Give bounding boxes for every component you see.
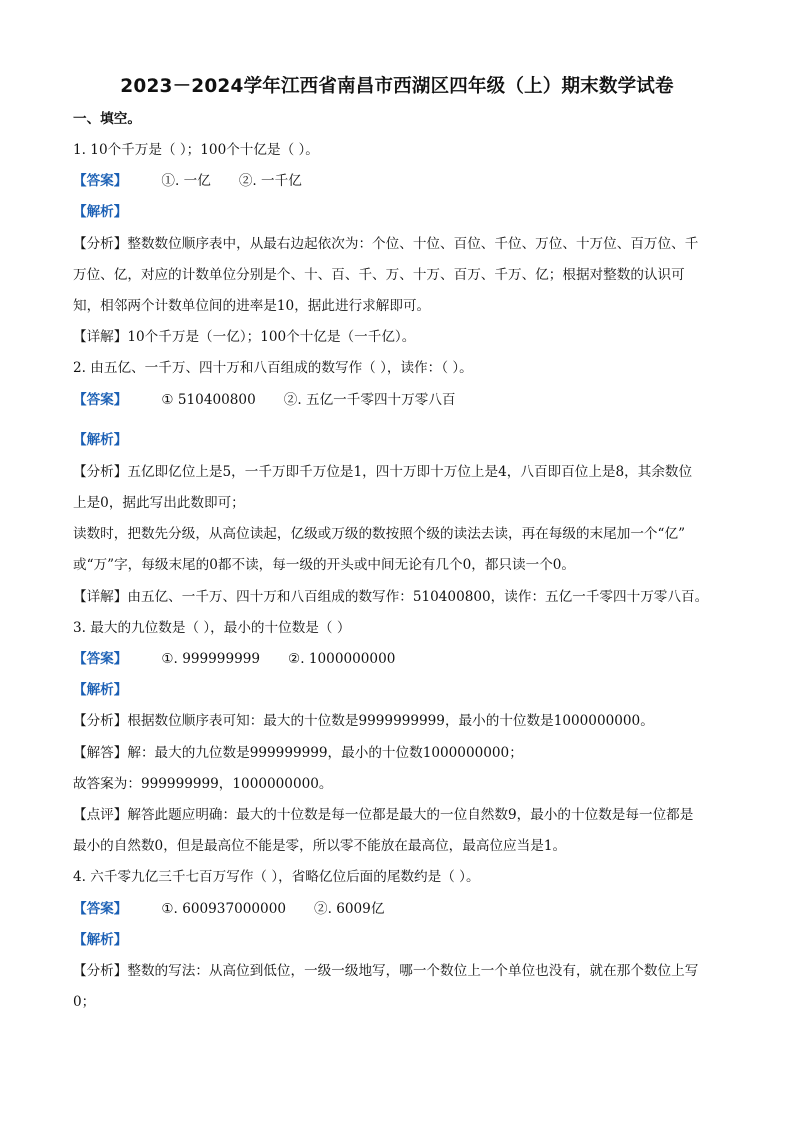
analysis-text: 整数数位顺序表中，从最右边起依次为：个位、十位、百位、千位、万位、十万位、百万位、千 <box>127 236 699 252</box>
answer-2-a: ① 510400800 <box>161 392 256 408</box>
analysis-4-line-2: 0； <box>73 994 96 1010</box>
analysis-1-line-1 <box>73 234 698 254</box>
analysis-2-line-2: 上是0，据此写出此数即可； <box>73 495 245 511</box>
analysis-1-line-2: 万位、亿，对应的计数单位分别是个、十、百、千、万、十万、百万、千万、亿；根据对整数的认识可 <box>73 267 685 283</box>
question-1: 1. 10个千万是（ ）；100个十亿是（ ）。 <box>73 142 319 158</box>
detail-text: 10个千万是（一亿）；100个十亿是（一千亿）。 <box>127 329 416 345</box>
answer-tag: 【答案】 <box>73 392 128 408</box>
detail-1 <box>73 327 415 347</box>
comment-3-line-1 <box>73 805 693 825</box>
analysis-4-line-1 <box>73 961 698 981</box>
analysis-text: 整数的写法：从高位到低位，一级一级地写，哪一个数位上一个单位也没有，就在那个数位上写 <box>127 963 699 979</box>
jiexi-label: 【解析】 <box>73 682 128 698</box>
solution-text: 解：最大的九位数是999999999，最小的十位数1000000000； <box>127 745 523 761</box>
solution-3 <box>73 743 523 763</box>
comment-text: 解答此题应明确：最大的十位数是每一位都是最大的一位自然数9，最小的十位数是每一位都是 <box>127 807 694 823</box>
detail-2 <box>73 587 708 607</box>
detail-text: 由五亿、一千万、四十万和八百组成的数写作：510400800，读作：五亿一千零四十万零八百。 <box>127 589 709 605</box>
answer-row-2 <box>73 390 456 410</box>
section-heading: 一、填空。 <box>73 111 141 127</box>
solution-tag: 【解答】 <box>73 745 128 761</box>
comment-3-line-2: 最小的自然数0，但是最高位不能是零，所以零不能放在最高位，最高位应当是1。 <box>73 838 567 854</box>
analysis-text: 五亿即亿位上是5，一千万即千万位是1，四十万即十万位上是4，八百即百位上是8，其余数位 <box>127 464 693 480</box>
reading-rule-line-1: 读数时，把数先分级，从高位读起，亿级或万级的数按照个级的读法去读，再在每级的末尾加一个“亿” <box>73 526 686 542</box>
answer-3-b: ②. 1000000000 <box>288 651 396 667</box>
question-2: 2. 由五亿、一千万、四十万和八百组成的数写作（ ），读作：（ ）。 <box>73 360 473 376</box>
answer-1-a: ①. 一亿 <box>161 173 211 189</box>
detail-tag: 【详解】 <box>73 589 128 605</box>
analysis-2-line-1 <box>73 462 692 482</box>
reading-rule-line-2: 或“万”字，每级末尾的0都不读，每一级的开头或中间无论有几个0，都只读一个0。 <box>73 557 576 573</box>
question-4: 4. 六千零九亿三千七百万写作（ ），省略亿位后面的尾数约是（ ）。 <box>73 869 480 885</box>
answer-3-a: ①. 999999999 <box>161 651 261 667</box>
answer-4-b: ②. 6009亿 <box>314 901 385 917</box>
answer-1-b: ②. 一千亿 <box>238 173 302 189</box>
question-3: 3. 最大的九位数是（ ），最小的十位数是（ ） <box>73 620 351 636</box>
jiexi-label: 【解析】 <box>73 432 128 448</box>
analysis-1-line-3: 知，相邻两个计数单位间的进率是10，据此进行求解即可。 <box>73 298 431 314</box>
analysis-3 <box>73 711 654 731</box>
detail-tag: 【详解】 <box>73 329 128 345</box>
analysis-tag: 【分析】 <box>73 963 128 979</box>
jiexi-label: 【解析】 <box>73 204 128 220</box>
answer-row-4 <box>73 899 384 919</box>
jiexi-label: 【解析】 <box>73 932 128 948</box>
comment-tag: 【点评】 <box>73 807 128 823</box>
answer-4-a: ①. 600937000000 <box>161 901 286 917</box>
analysis-tag: 【分析】 <box>73 236 128 252</box>
answer-row-3 <box>73 649 395 669</box>
answer-tag: 【答案】 <box>73 651 128 667</box>
answer-2-b: ②. 五亿一千零四十万零八百 <box>283 392 456 408</box>
page-title: 2023－2024学年江西省南昌市西湖区四年级（上）期末数学试卷 <box>120 76 674 97</box>
answer-row-1 <box>73 171 302 191</box>
analysis-tag: 【分析】 <box>73 713 128 729</box>
final-answer-3: 故答案为：999999999，1000000000。 <box>73 776 333 792</box>
answer-tag: 【答案】 <box>73 901 128 917</box>
answer-tag: 【答案】 <box>73 173 128 189</box>
analysis-tag: 【分析】 <box>73 464 128 480</box>
analysis-text: 根据数位顺序表可知：最大的十位数是9999999999，最小的十位数是1000000000。 <box>127 713 654 729</box>
